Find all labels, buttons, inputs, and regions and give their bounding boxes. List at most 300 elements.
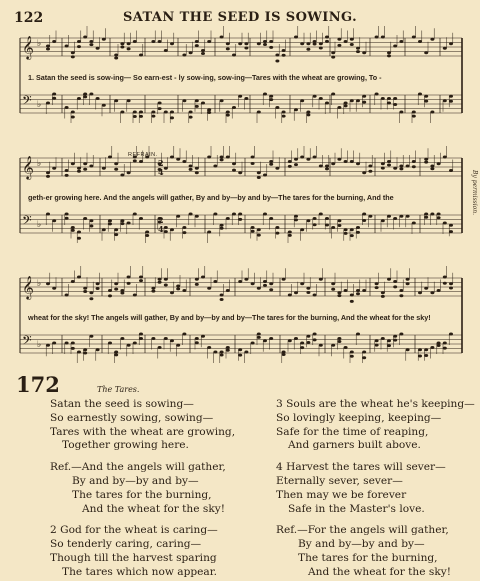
note-head [164,167,168,170]
note-head [387,101,391,104]
note-head [350,38,354,41]
note-head [387,344,391,347]
time-signature-bottom: 4 [158,224,164,234]
note-head [356,162,360,165]
note-head [207,108,211,111]
note-head [443,347,447,350]
note-head [220,227,224,230]
note-head [331,344,335,347]
note-head [71,162,75,165]
note-head [102,104,106,107]
note-head [344,102,348,105]
note-head [331,51,335,54]
note-head [406,165,410,168]
note-head [120,222,124,225]
note-head [381,36,385,39]
permission-note: By permission. [471,170,478,216]
note-head [331,93,335,96]
note-head [294,36,298,39]
note-head [393,97,397,100]
note-head [393,217,397,220]
note-head [412,115,416,118]
note-head [151,111,155,114]
stanza-gap [276,516,475,524]
hymn-title: SATAN THE SEED IS SOWING. [122,10,358,25]
verse-line: And the wheat for the sky! [82,502,225,515]
note-head [120,219,124,222]
note-head [300,42,304,45]
note-head [151,290,155,293]
note-head [443,222,447,225]
note-head [362,219,366,222]
note-head [238,218,242,221]
note-head [306,219,310,222]
note-head [337,340,341,343]
note-head [306,113,310,116]
note-head [313,223,317,226]
note-head [313,294,317,297]
note-head [207,156,211,159]
hymn-subtitle: The Tares. [97,385,140,394]
note-head [164,337,168,340]
note-head [238,213,242,216]
note-head [350,234,354,237]
note-head [213,351,217,354]
note-head [449,286,453,289]
note-head [306,158,310,161]
note-head [306,341,310,344]
note-head [127,276,131,279]
note-head [71,116,75,119]
note-head [375,93,379,96]
note-head [108,342,112,345]
note-head [294,108,298,111]
note-head [282,54,286,57]
note-head [71,226,75,229]
note-head [65,342,69,345]
note-head [424,287,428,290]
note-head [288,294,292,297]
note-head [300,346,304,349]
note-head [449,169,453,172]
note-head [164,230,168,233]
note-head [71,55,75,58]
note-head [282,353,286,356]
note-head [83,36,87,39]
note-head [418,93,422,96]
flat-sign: ♭ [37,39,42,49]
note-head [77,97,81,100]
note-head [337,219,341,222]
verse-line: By and by—by and by— [298,538,425,551]
note-head [424,161,428,164]
note-head [437,344,441,347]
note-head [133,213,137,216]
note-head [269,98,273,101]
note-head [356,333,360,336]
note-head [344,40,348,43]
note-head [96,348,100,351]
note-head [133,294,137,297]
note-head [449,282,453,285]
note-head [83,351,87,354]
note-head [170,111,174,114]
note-head [46,282,50,285]
note-head [399,294,403,297]
note-head [89,165,93,168]
note-head [220,224,224,227]
note-head [399,167,403,170]
note-head [89,219,93,222]
note-head [52,97,56,100]
note-head [337,224,341,227]
note-head [96,47,100,50]
note-head [418,40,422,43]
verse-line: 4 Harvest the tares will sever— [276,461,446,474]
note-head [164,49,168,52]
note-head [337,106,341,109]
note-head [412,36,416,39]
note-head [356,231,360,234]
note-head [393,285,397,288]
note-head [418,291,422,294]
note-head [337,38,341,41]
note-head [189,51,193,54]
note-head [337,158,341,161]
note-head [393,45,397,48]
note-head [319,42,323,45]
note-head [387,54,391,57]
note-head [350,228,354,231]
note-head [77,231,81,234]
note-head [158,40,162,43]
note-head [294,218,298,221]
note-head [151,40,155,43]
note-head [220,298,224,301]
note-head [46,47,50,50]
note-head [89,225,93,228]
note-head [71,347,75,350]
note-head [108,289,112,292]
note-head [399,40,403,43]
note-head [46,344,50,347]
note-head [418,354,422,357]
verse-line: And garners built above. [288,439,421,452]
note-head [182,99,186,102]
note-head [288,339,292,342]
verse-line: The tares for the burning, [72,488,212,501]
note-head [195,99,199,102]
note-head [430,167,434,170]
note-head [207,231,211,234]
note-head [220,156,224,159]
refrain-label: REFRAIN. [128,152,158,158]
note-head [288,165,292,168]
note-head [412,222,416,225]
note-head [77,45,81,48]
note-head [52,287,56,290]
note-head [412,160,416,163]
note-head [89,93,93,96]
verse-line: Tares with the wheat are growing, [50,425,236,438]
note-head [71,342,75,345]
note-head [139,115,143,118]
note-head [344,104,348,107]
note-head [375,282,379,285]
note-head [83,287,87,290]
note-head [133,159,137,162]
note-head [269,288,273,291]
note-head [77,276,81,279]
note-head [257,176,261,179]
note-head [139,160,143,163]
time-signature-top: 2 [158,158,164,168]
flat-sign: ♭ [37,159,42,169]
note-head [430,165,434,168]
note-head [269,282,273,285]
note-head [412,165,416,168]
note-head [71,229,75,232]
note-head [114,228,118,231]
note-head [65,294,69,297]
note-head [424,354,428,357]
note-head [387,51,391,54]
note-head [424,348,428,351]
verse-line: By and by—by and by— [72,474,199,487]
note-head [65,174,69,177]
note-head [399,289,403,292]
note-head [381,167,385,170]
note-head [406,278,410,281]
note-head [300,156,304,159]
note-head [114,233,118,236]
note-head [350,300,354,303]
note-head [344,232,348,235]
note-head [356,47,360,50]
note-head [282,111,286,114]
note-head [139,217,143,220]
note-head [207,287,211,290]
note-head [306,42,310,45]
stanza-gap [50,453,235,461]
note-head [319,344,323,347]
note-head [269,217,273,220]
note-head [282,49,286,52]
note-head [356,292,360,295]
note-head [424,216,428,219]
note-head [399,111,403,114]
note-head [300,282,304,285]
note-head [195,283,199,286]
flat-sign: ♭ [37,340,42,350]
note-head [127,99,131,102]
note-head [139,279,143,282]
note-head [325,102,329,105]
note-head [52,342,56,345]
note-head [331,162,335,165]
verse-line: Eternally sever, sever— [276,474,403,487]
note-head [325,167,329,170]
note-head [238,95,242,98]
note-head [145,234,149,237]
note-head [65,45,69,48]
note-head [313,156,317,159]
note-head [189,213,193,216]
note-head [430,291,434,294]
note-head [238,348,242,351]
note-head [201,335,205,338]
note-head [244,47,248,50]
note-head [288,160,292,163]
note-head [269,160,273,163]
note-head [71,280,75,283]
note-head [331,282,335,285]
note-head [226,111,230,114]
time-signature-top: 2 [158,215,164,225]
note-head [176,287,180,290]
note-head [189,116,193,119]
note-head [381,162,385,165]
note-head [207,111,211,114]
note-head [71,111,75,114]
note-head [176,344,180,347]
note-head [52,167,56,170]
note-head [449,224,453,227]
note-head [158,102,162,105]
note-head [437,342,441,345]
note-head [375,344,379,347]
note-head [350,294,354,297]
note-head [170,339,174,342]
note-head [46,213,50,216]
note-head [83,290,87,293]
note-head [344,346,348,349]
bass-clef: 𝄢 [22,333,32,351]
note-head [238,42,242,45]
note-head [201,52,205,55]
note-head [350,351,354,354]
note-head [449,230,453,233]
note-head [207,346,211,349]
note-head [387,160,391,163]
note-head [232,169,236,172]
verse-line: Though till the harvest sparing [50,551,217,564]
verse-line: Safe for the time of reaping, [276,425,429,438]
note-head [269,95,273,98]
note-head [213,280,217,283]
note-head [449,42,453,45]
note-head [164,226,168,229]
note-head [170,42,174,45]
note-head [251,342,255,345]
note-head [46,102,50,105]
note-head [275,226,279,229]
note-head [226,346,230,349]
note-head [127,222,131,225]
note-head [344,228,348,231]
note-head [83,348,87,351]
note-head [189,168,193,171]
music-lyric-line-3: wheat for the sky! The angels will gather, By and by—by and by—The tares for the burning, And the wheat for the sky! [28,313,431,322]
note-head [158,346,162,349]
verse-line: Then may we be forever [276,488,407,501]
note-head [182,231,186,234]
note-head [381,97,385,100]
note-head [213,213,217,216]
note-head [83,95,87,98]
note-head [213,165,217,168]
note-head [313,95,317,98]
note-head [443,156,447,159]
note-head [220,353,224,356]
note-head [375,339,379,342]
note-head [393,280,397,283]
note-head [127,42,131,45]
note-head [257,234,261,237]
note-head [139,111,143,114]
note-head [108,294,112,297]
note-head [170,291,174,294]
note-head [362,356,366,359]
note-head [52,40,56,43]
note-head [195,105,199,108]
note-head [319,165,323,168]
note-head [176,285,180,288]
note-head [226,217,230,220]
note-head [362,51,366,54]
note-head [300,342,304,345]
note-head [151,287,155,290]
note-head [406,215,410,218]
note-head [350,43,354,46]
note-head [337,291,341,294]
note-head [182,289,186,292]
note-head [83,93,87,96]
note-head [77,237,81,240]
note-head [306,287,310,290]
note-head [182,54,186,57]
note-head [424,51,428,54]
verses-left-column [50,398,235,580]
note-head [251,156,255,159]
note-head [220,294,224,297]
note-head [114,54,118,57]
note-head [195,215,199,218]
note-head [356,226,360,229]
note-head [356,289,360,292]
note-head [83,162,87,165]
note-head [114,168,118,171]
note-head [282,278,286,281]
note-head [102,38,106,41]
verse-line: The tares for the burning, [298,551,438,564]
note-head [313,338,317,341]
verse-line: Safe in the Master's love. [288,502,425,515]
note-head [251,230,255,233]
note-head [362,101,366,104]
note-head [164,283,168,286]
note-head [65,169,69,172]
note-head [294,158,298,161]
note-head [145,231,149,234]
bass-clef: 𝄢 [22,93,32,111]
note-head [418,348,422,351]
note-head [170,228,174,231]
note-head [114,162,118,165]
verse-line: 2 God for the wheat is caring— [50,524,218,537]
note-head [89,291,93,294]
note-head [263,284,267,287]
